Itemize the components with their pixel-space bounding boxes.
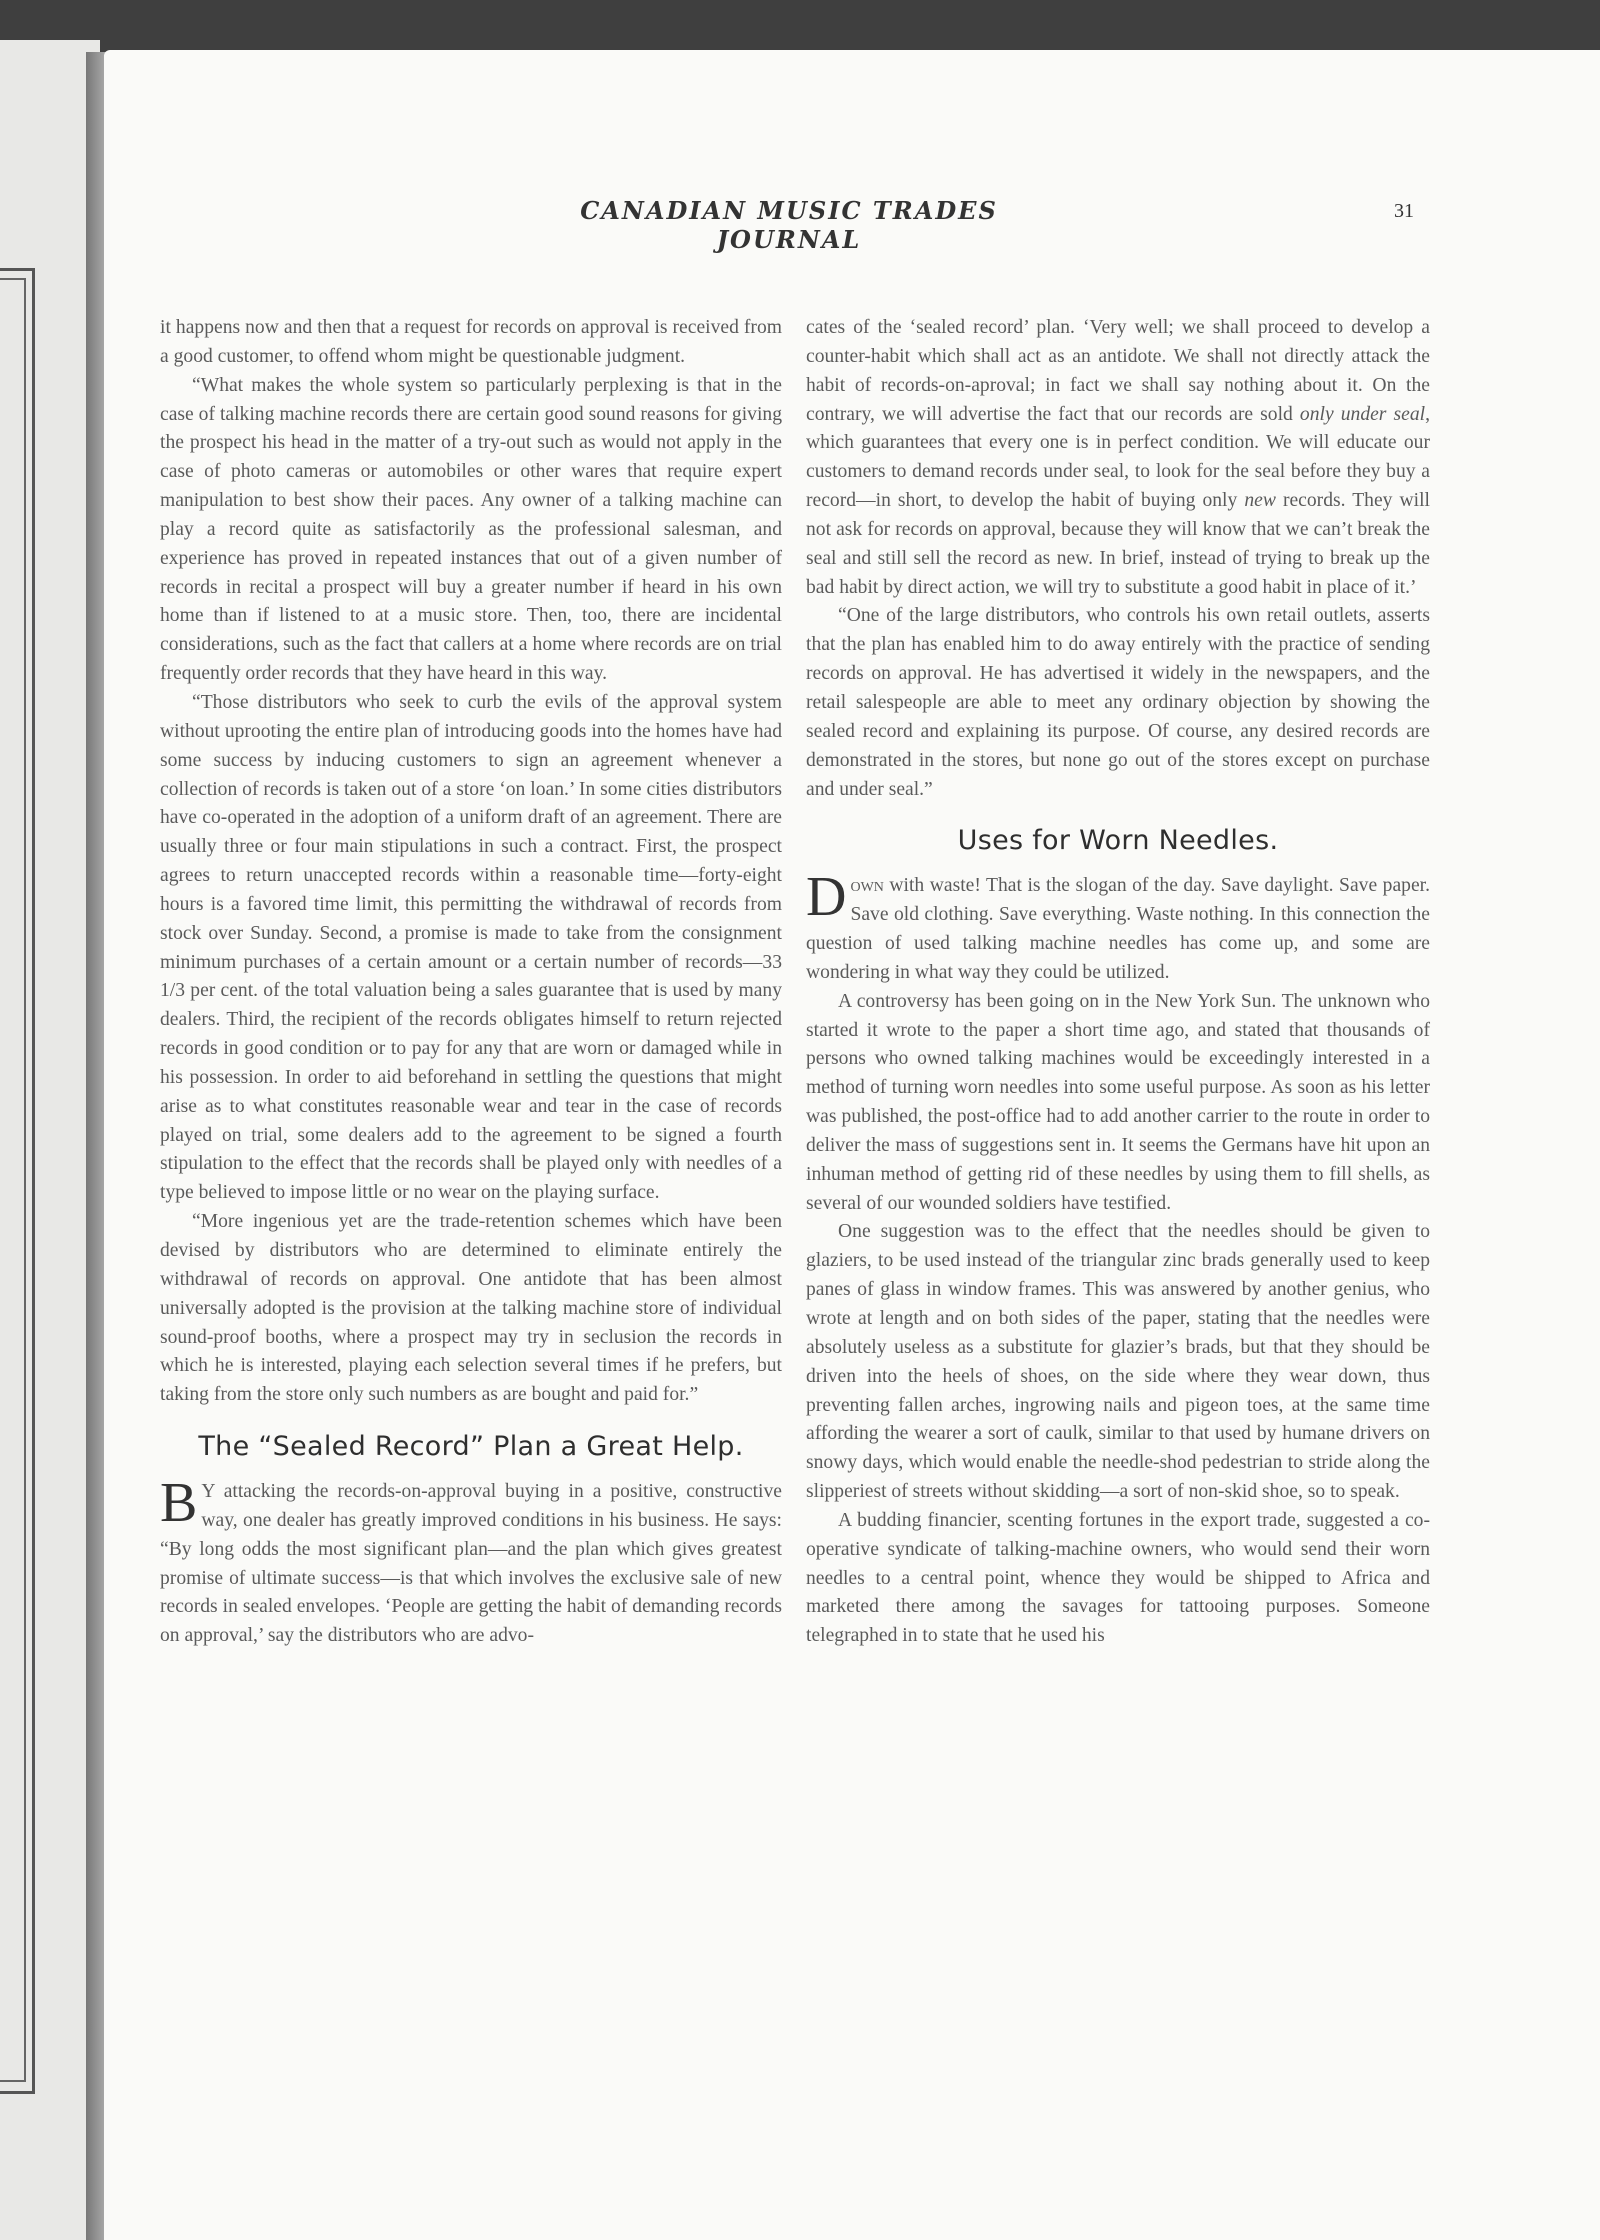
paragraph: “More ingenious yet are the trade-retention schemes which have been devised by distributors who are determined to eliminate entirely the withdrawal of records on approval. One antidote that has been almost universally adopted is the provision at the talking machine store of individual sound-proof booths, where a prospect may try in seclusion the records in which he is interested, playing each selection several times if he prefers, but taking from the store only such numbers as are bought and paid for.” [160,1211,782,1406]
right-column [806,314,1430,1651]
section-heading-sealed-record: The “Sealed Record” Plan a Great Help. [198,1431,744,1463]
scan-background-top [0,0,1600,52]
paragraph-text: with waste! That is the slogan of the day. Save daylight. Save paper. Save old clothing. Save everything. Waste nothing. In this connection the question of used talking machine needles has come up, and some are wondering in what way they could be utilized. [806,875,1430,983]
paragraph: “One of the large distributors, who controls his own retail outlets, asserts that the plan has enabled him to do away entirely with the practice of sending records on approval. He has advertised it widely in the newspapers, and the retail salespeople are able to meet any ordinary objection by showing the sealed record and explaining its purpose. Of course, any desired records are demonstrated in the stores, but none go out of the stores except on purchase and under seal.” [806,605,1430,800]
paragraph: it happens now and then that a request for records on approval is received from a good customer, to offend whom might be questionable judgment. [160,317,782,367]
section-heading-worn-needles: Uses for Worn Needles. [957,825,1279,857]
page-number: 31 [1394,200,1414,222]
paragraph: A controversy has been going on in the New York Sun. The unknown who started it wrote to the paper a short time ago, and stated that thousands of persons who owned talking machines would be exceedingly interested in a method of turning worn needles into some useful purpose. As soon as his letter was published, the post-office had to add another carrier to the route in order to deliver the mass of suggestions sent in. It seems the Germans have hit upon an inhuman method of getting rid of these needles by using them to fill shells, as several of our wounded soldiers have testified. [806,990,1430,1214]
paragraph-text: Y attacking the records-on-approval buying in a positive, constructive way, one dealer has greatly improved conditions in his business. He says: “By long odds the most significant plan—and the plan which gives greatest promise of ultimate success—is that which involves the exclusive sale of new records in sealed envelopes. ‘People are getting the habit of demanding records on approval,’ say the distributors who are advo- [160,1481,782,1647]
paragraph: One suggestion was to the effect that the needles should be given to glaziers, to be used instead of the triangular zinc brads generally used to keep panes of glass in window frames. This was answered by another genius, who wrote at length and on both sides of the paper, stating that the needles were absolutely useless as a substitute for glazier’s brads, but that they should be driven into the heels of shoes, on the side where they wear down, thus preventing fallen arches, ingrowing nails and pigeon toes, at the same time affording the wearer a sort of caulk, similar to that used by humane drivers on snowy days, which would enable the needle-shod pedestrian to stride along the slipperiest of streets without skidding—a sort of non-skid shoe, so to speak. [806,1221,1430,1503]
facing-page-inner-border [0,278,26,2082]
paragraph-text: cates of the ‘sealed record’ plan. ‘Very well; we shall proceed to develop a counter-habit which shall act as an antidote. We shall not directly attack the habit of records-on-aproval; in fact we shall say nothing about it. On the contrary, we will advertise the fact that our records are sold [806,317,1430,425]
paragraph-text: , which guarantees that every one is in perfect condition. We will educate our customers to demand records under seal, to look for the seal before they buy a record—in short, to develop the habit of buying only [806,403,1430,512]
paragraph [806,314,1430,602]
paragraph: “Those distributors who seek to curb the evils of the approval system without uprooting the entire plan of introducing goods into the homes have had some success by inducing customers to sign an agreement whenever a collection of records is taken out of a store ‘on loan.’ In some cities distributors have co-operated in the adoption of a uniform draft of an agreement. There are usually three or four main stipulations in such a contract. First, the prospect agrees to return unaccepted records within a reasonable time—forty-eight hours is a favored time limit, this permitting the withdrawal of records from stock over Sunday. Second, a promise is made to take from the consignment minimum purchases of a certain amount or a certain number of records—33 1/3 per cent. of the total valuation being a sales guarantee that is used by many dealers. Third, the recipient of the records obligates himself to return rejected records in good condition or to pay for any that are worn or damaged while in his possession. In order to aid beforehand in settling the questions that might arise as to what constitutes reasonable wear and tear in the case of records played on trial, some dealers add to the agreement to be signed a fourth stipulation to the effect that the records shall be played only with needles of a type believed to impose little or no wear on the playing surface. [160,691,782,1204]
drop-cap: B [160,1472,198,1535]
paragraph [160,1472,782,1651]
running-header [104,196,1600,254]
italic-word: new [1244,490,1276,512]
small-caps-lead: own [850,875,884,897]
journal-title: CANADIAN MUSIC TRADES JOURNAL [580,196,998,254]
journal-page [104,50,1600,2240]
paragraph: “What makes the whole system so particularly perplexing is that in the case of talking machine records there are certain good sound reasons for giving the prospect his head in the matter of a try-out such as would not apply in the case of photo cameras or automobiles or other wares that require expert manipulation to best show their paces. Any owner of a talking machine can play a record quite as satisfactorily as the professional salesman, and experience has proved in repeated instances that out of a given number of records in recital a prospect will buy a greater number if heard in his own home than if listened to at a music store. Then, too, there are incidental considerations, such as the fact that callers at a home where records are on trial frequently order records that they have heard in this way. [160,374,782,685]
paragraph-text: records. They will not ask for records on approval, because they will know that we can’t break the seal and still sell the record as new. In brief, instead of trying to break up the bad habit by direct action, we will try to substitute a good habit in place of it.’ [806,490,1430,598]
book-gutter [86,52,106,2240]
left-column [160,314,782,1651]
drop-cap: D [806,866,847,929]
italic-phrase: only under seal [1299,403,1426,425]
paragraph [806,866,1430,987]
paragraph: A budding financier, scenting fortunes in the export trade, suggested a co-operative syndicate of talking-machine owners, who would send their worn needles to a central point, whence they would be shipped to Africa and marketed there among the savages for tattooing purposes. Someone telegraphed in to state that he used his [806,1509,1430,1647]
